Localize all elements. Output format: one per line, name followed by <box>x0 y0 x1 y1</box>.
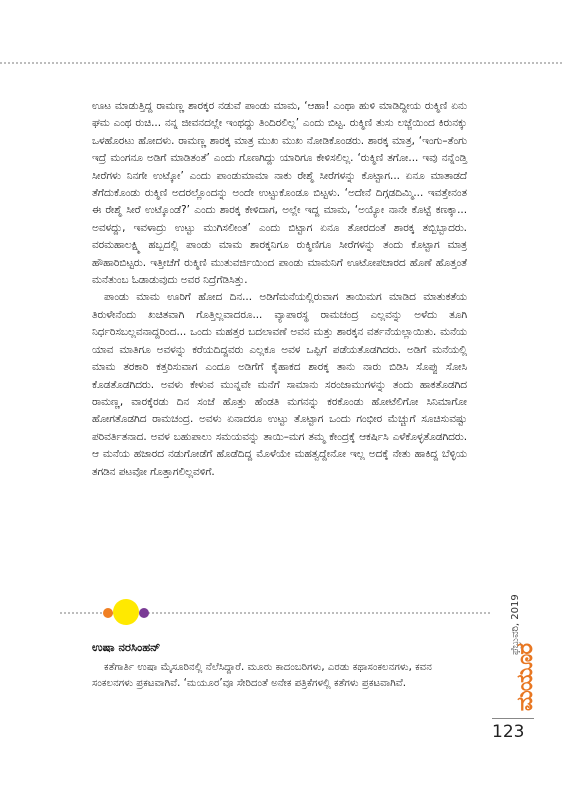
page-number-rule <box>492 718 534 719</box>
issue-date: ಫೆಬ್ರುವರಿ, 2019 <box>510 594 521 655</box>
author-name: ಉಷಾ ನರಸಿಂಹನ್ <box>92 640 161 654</box>
decorative-dot-orange <box>103 608 113 618</box>
magazine-logo <box>502 644 548 712</box>
page-number: 123 <box>492 722 525 742</box>
decorative-dot-yellow <box>113 599 139 625</box>
top-dotted-rule <box>0 62 562 64</box>
article-paragraph: ಪಾಂಡು ಮಾಮ ಊರಿಗೆ ಹೋದ ದಿನ... ಅಡಿಗೆಮನೆಯಲ್ಲಿರುವಾಗ ತಾಯಿಮಗ ಮಾಡಿದ ಮಾತುಕತೆಯ ತಿರುಳೇನೆಂದು ಖಚಿತವಾಗಿ ಗೊತ್ತಿಲ್ಲವಾದರೂ... ವ್ಯಾಪಾರಸ್ಥ ರಾಮಚಂದ್ರ ಎಲ್ಲವನ್ನು ಅಳೆದು ತೂಗಿ ನಿರ್ಧರಿಸಬಲ್ಲವನಾದ್ದರಿಂದ... ಒಂದು ಮಹತ್ತರ ಬದಲಾವಣೆ ಅವನ ಮತ್ತು ಶಾರಕ್ಕನ ವರ್ತನೆಯಲ್ಲಾಯಿತು. ಮನೆಯ ಯಾವ ಮಾತಿಗೂ ಅವಳನ್ನು ಕರೆಯದಿದ್ದವರು ಎಲ್ಲಕೂ ಅವಳ ಒಪ್ಪಿಗೆ ಪಡೆಯತೊಡಗಿದರು. ಅಡಿಗೆ ಮನೆಯಲ್ಲಿ ಮಾಮ ತರಕಾರಿ ಕತ್ತರಿಸುವಾಗ ಎಂದೂ ಅಡಿಗೆಗೆ ಕೈಹಾಕದ ಶಾರಕ್ಕ ತಾನು ನಾರು ಬಿಡಿಸಿ ಸೊಪ್ಪು ಸೋಸಿ ಕೊಡತೊಡಗಿದರು. ಅವಳು ಕೇಳುವ ಮುನ್ನವೇ ಮನೆಗೆ ಸಾಮಾನು ಸರಂಜಾಮುಗಳನ್ನು ತಂದು ಹಾಕತೊಡಗಿದ ರಾಮಣ್ಣ, ವಾರಕ್ಕೆರಡು ದಿನ ಸಂಜೆ ಹೊತ್ತು ಹೆಂಡತಿ ಮಗನನ್ನು ಕರಕೊಂಡು ಹೋಟೆಲಿಗೋ ಸಿನಿಮಾಗೋ ಹೋಗತೊಡಗಿದ ರಾಮಚಂದ್ರ. ಅವಳು ಏನಾದರೂ ಉಟ್ಟು ತೊಟ್ಟಾಗ ಒಂದು ಗಂಭೀರ ಮೆಚ್ಚುಗೆ ಸೂಚಿಸುವಷ್ಟು ಪರಿವರ್ತಿತನಾದ. ಅವಳ ಬಹುಪಾಲು ಸಮಯವನ್ನು ತಾಯಿ–ಮಗ ತಮ್ಮ ಕೇಂದ್ರಕ್ಕೆ ಆಕರ್ಷಿಸಿ ಎಳೆಕೊಳ್ಳತೊಡಗಿದರು. ಆ ಮನೆಯ ಹಜಾರದ ನಡುಗೋಡೆಗೆ ಹೊಡೆದಿದ್ದ ಮೊಳೆಯೇ ಮಹತ್ವದ್ದೇನೋ ಇಲ್ಲ ಅದಕ್ಕೆ ನೇತು ಹಾಕಿದ್ದ ಬೆಳ್ಳಿಯ ತಗಡಿನ ಪಟವೋ ಗೊತ್ತಾಗಲಿಲ್ಲವಳಿಗೆ. <box>92 291 467 478</box>
author-bio: ಕತೆಗಾರ್ತಿ ಉಷಾ ಮೈಸೂರಿನಲ್ಲಿ ನೆಲೆಸಿದ್ದಾರೆ. ಮೂರು ಕಾದಂಬರಿಗಳು, ಎರಡು ಕಥಾಸಂಕಲನಗಳು, ಕವನ ಸಂಕಲನಗಳು ಪ್ರಕಟವಾಗಿವೆ. ‘ಮಯೂರ’ವೂ ಸೇರಿದಂತೆ ಅನೇಕ ಪತ್ರಿಕೆಗಳಲ್ಲಿ ಕತೆಗಳು ಪ್ರಕಟವಾಗಿವೆ. <box>92 662 432 689</box>
article-body <box>92 98 467 481</box>
decorative-dot-purple <box>139 608 149 618</box>
article-paragraph: ಊಟ ಮಾಡುತ್ತಿದ್ದ ರಾಮಣ್ಣ ಶಾರಕ್ಕರ ನಡುವೆ ಪಾಂಡು ಮಾಮ, ‘ಆಹಾ! ಎಂಥಾ ಹುಳಿ ಮಾಡಿದ್ದೀಯ ರುಕ್ಮಿಣಿ ಏನು ಘಮ ಎಂಥ ರುಚಿ... ನನ್ನ ಜೀವನದಲ್ಲೇ ಇಂಥದ್ದು ತಿಂದಿರಲಿಲ್ಲ’ ಎಂದು ಬಿಟ್ಟ. ರುಕ್ಮಿಣಿ ತುಸು ಲಜ್ಜೆಯಿಂದ ಕಿರುನಕ್ಕು ಒಳಹೊರಟು ಹೋದಳು. ರಾಮಣ್ಣ ಶಾರಕ್ಕ ಮಾತ್ರ ಮುಖ ಮುಖ ನೋಡಿಕೊಂಡರು. ಶಾರಕ್ಕ ಮಾತ್ರ, ‘ಇಂಗು–ತೆಂಗು ಇದ್ರೆ ಮಂಗನೂ ಅಡಿಗೆ ಮಾಡಿತಂತೆ’ ಎಂದು ಗೊಣಗಿದ್ದು ಯಾರಿಗೂ ಕೇಳಿಸಲಿಲ್ಲ. ‘ರುಕ್ಮಿಣಿ ತಗೋ... ಇವು ನನ್ನೆಂಡ್ತಿ ಸೀರೆಗಳು ನಿನಗೇ ಉಟ್ಕೋ’ ಎಂದು ಪಾಂಡುಮಾಮಾ ನಾಕು ರೇಶ್ಮೆ ಸೀರೆಗಳನ್ನು ಕೊಟ್ಟಾಗ... ಏನೂ ಮಾತಾಡದೆ ತೆಗೆದುಕೊಂಡು ರುಕ್ಮಿಣಿ ಅದರಲ್ಲೊಂದನ್ನು ಅಂದೇ ಉಟ್ಟುಕೊಂಡೂ ಬಿಟ್ಟಳು. ‘ಅದೇನೆ ದಿಗ್ಗಡದಿಮ್ಮಿ... ಇವತ್ತೇನಂತ ಈ ರೇಶ್ಮೆ ಸೀರೆ ಉಟ್ಕೊಂಡೆ?’ ಎಂದು ಶಾರಕ್ಕ ಕೇಳಿದಾಗ, ಅಲ್ಲೇ ಇದ್ದ ಮಾಮ, ‘ಅಯ್ಯೋ ನಾನೇ ಕೊಟ್ಟೆ ಕಣಕ್ಕಾ... ಅವಳದ್ದು, ಇವಳಾದ್ರು ಉಟ್ಟು ಮುಗಿಸಲೀಂತ’ ಎಂದು ಬಿಟ್ಟಾಗ ಏನೂ ತೋರದಂತೆ ಶಾರಕ್ಕ ತಬ್ಬಿಬ್ಬಾದರು. ವರಮಹಾಲಕ್ಷ್ಮಿ ಹಬ್ಬದಲ್ಲಿ ಪಾಂಡು ಮಾಮ ಶಾರಕ್ಕನಿಗೂ ರುಕ್ಮಿಣಿಗೂ ಸೀರೆಗಳನ್ನು ತಂದು ಕೊಟ್ಟಾಗ ಮಾತ್ರ ಹೌಹಾರಿಬಿಟ್ಟರು. ಇತ್ತೀಚೆಗೆ ರುಕ್ಮಿಣಿ ಮುತುವರ್ಜಿಯಿಂದ ಪಾಂಡು ಮಾಮನಿಗೆ ಊಟೋಪಚಾರದ ಹೊಣೆ ಹೊತ್ತಂತೆ ಮನೆತುಂಬ ಓಡಾಡುವುದು ಅವರ ನಿದ್ರೆಗೆಡಿಸಿತ್ತು. <box>92 100 467 287</box>
magazine-logo-text: ಮಯೂರ <box>512 644 538 712</box>
